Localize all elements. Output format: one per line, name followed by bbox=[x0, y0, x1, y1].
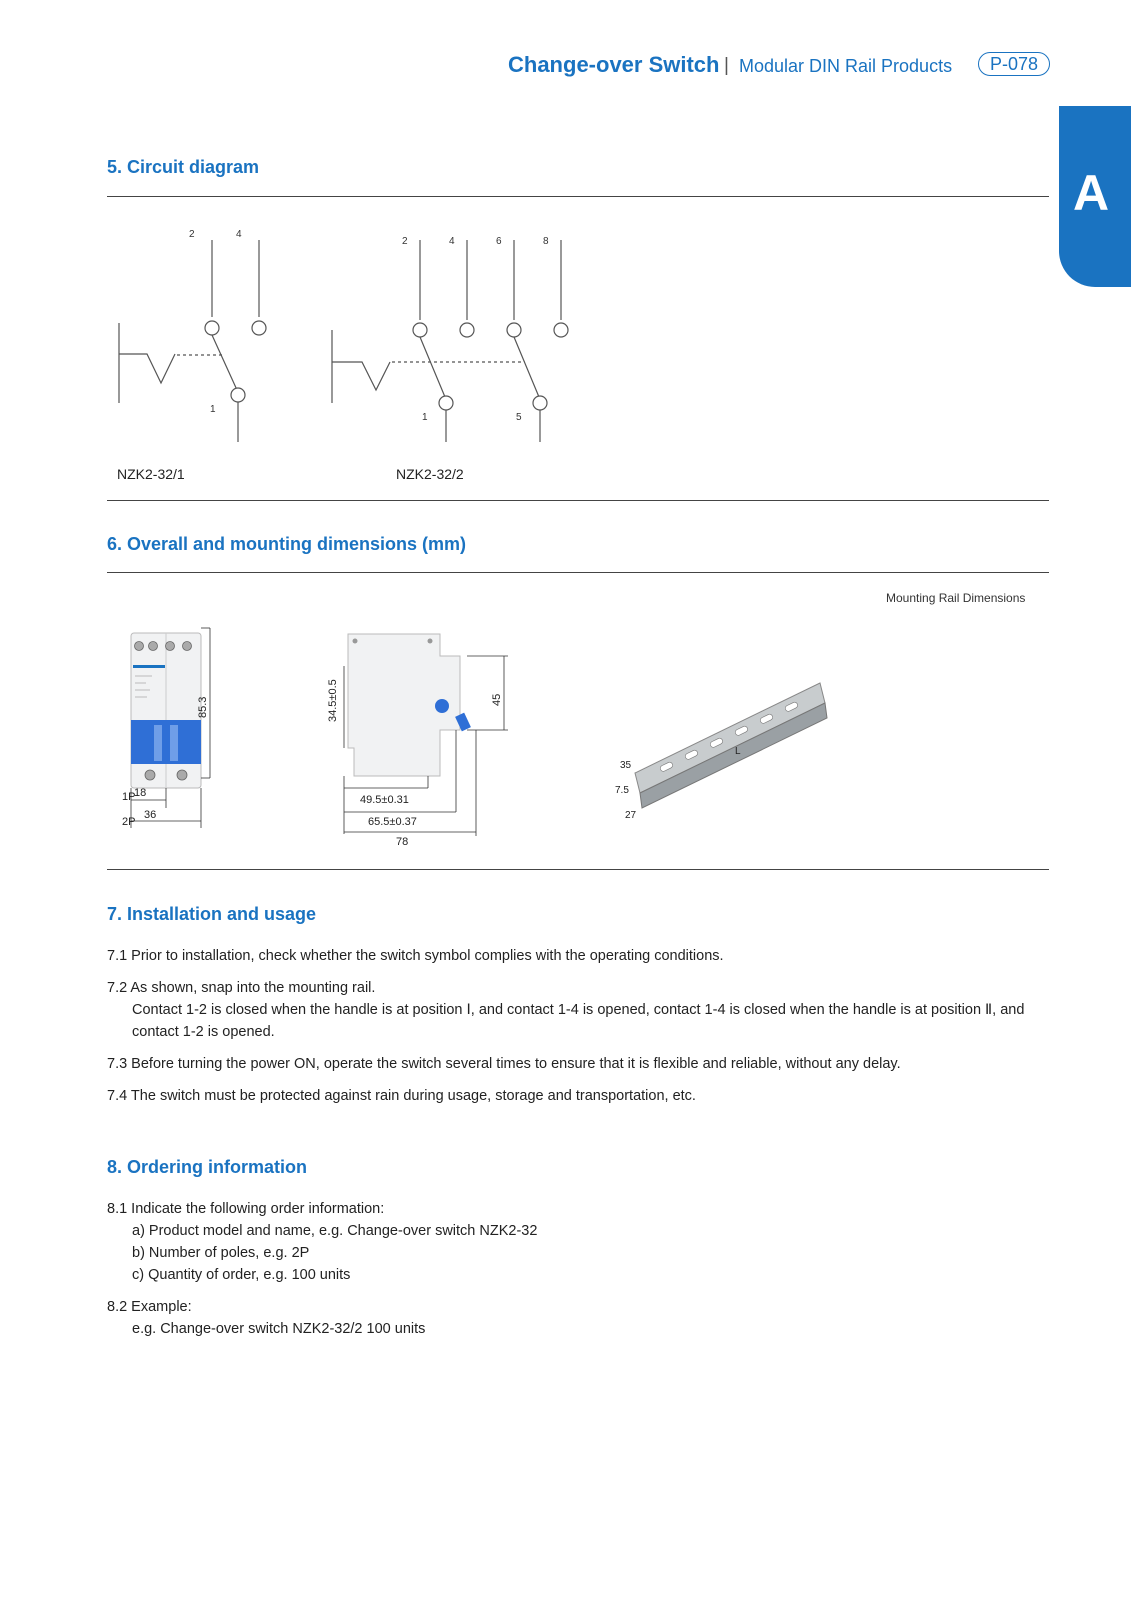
divider bbox=[107, 196, 1049, 197]
ordering-example: e.g. Change-over switch NZK2-32/2 100 units bbox=[132, 1321, 426, 1337]
installation-item-3: 7.3 Before turning the power ON, operate the switch several times to ensure that it is flexible and reliable, without any delay. bbox=[107, 1056, 901, 1072]
terminal-circle bbox=[439, 396, 453, 410]
terminal-circle bbox=[252, 321, 266, 335]
model-label-2p: NZK2-32/2 bbox=[396, 466, 464, 482]
rail-top-face bbox=[635, 683, 825, 793]
dim-label-2p: 2P bbox=[122, 816, 136, 828]
screw-icon bbox=[166, 642, 175, 651]
installation-item-2-detail: Contact 1-2 is closed when the handle is at position Ⅰ, and contact 1-4 is opened, contact 1-4 is closed when the handle is at position Ⅱ, and contact 1-2 is opened. bbox=[132, 1002, 1025, 1040]
terminal-circle bbox=[533, 396, 547, 410]
side-view-drawing bbox=[327, 626, 530, 856]
dim-label-1p: 1P bbox=[122, 791, 136, 803]
terminal-label: 5 bbox=[516, 412, 522, 423]
terminal-label: 1 bbox=[210, 404, 216, 415]
dim-height: 85.3 bbox=[197, 696, 209, 718]
rail-dim-inner: 27 bbox=[625, 810, 637, 821]
dim-left-height: 34.5±0.5 bbox=[327, 679, 339, 722]
installation-item-4: 7.4 The switch must be protected against rain during usage, storage and transportation, etc. bbox=[107, 1088, 696, 1104]
page-number-badge: P-078 bbox=[978, 52, 1050, 76]
handle-symbol bbox=[119, 323, 175, 403]
rail-dim-width: 35 bbox=[620, 760, 632, 771]
terminal-label: 2 bbox=[402, 236, 408, 247]
section-title-ordering: 8. Ordering information bbox=[107, 1157, 308, 1177]
brand-stripe bbox=[133, 665, 165, 668]
installation-item-2: 7.2 As shown, snap into the mounting rail. bbox=[107, 980, 376, 996]
switch-blade bbox=[212, 335, 237, 390]
terminal-circle bbox=[205, 321, 219, 335]
section-tab-letter: A bbox=[1073, 165, 1110, 221]
terminal-label: 6 bbox=[496, 236, 502, 247]
ordering-item-2: 8.2 Example: bbox=[107, 1299, 192, 1315]
terminal-circle bbox=[507, 323, 521, 337]
section-tab bbox=[1059, 106, 1131, 287]
section-title-dimensions: 6. Overall and mounting dimensions (mm) bbox=[107, 534, 467, 554]
screw-icon bbox=[135, 642, 144, 651]
terminal-label: 4 bbox=[236, 229, 242, 240]
handle-symbol bbox=[332, 330, 390, 403]
terminal-circle bbox=[231, 388, 245, 402]
front-view-drawing bbox=[112, 628, 237, 850]
handle-blue-block bbox=[131, 720, 201, 764]
terminal-circle bbox=[460, 323, 474, 337]
terminal-label: 2 bbox=[189, 229, 195, 240]
divider bbox=[107, 869, 1049, 870]
rail-dim-height: 7.5 bbox=[615, 785, 629, 796]
ordering-item-1: 8.1 Indicate the following order information: bbox=[107, 1201, 385, 1217]
model-label-1p: NZK2-32/1 bbox=[117, 466, 185, 482]
ordering-item-1a: a) Product model and name, e.g. Change-over switch NZK2-32 bbox=[132, 1223, 538, 1239]
rail-front-face bbox=[640, 703, 827, 808]
screw-icon bbox=[149, 642, 158, 651]
header-separator: | bbox=[724, 55, 729, 76]
din-rail-drawing bbox=[615, 668, 840, 828]
ordering-item-1b: b) Number of poles, e.g. 2P bbox=[132, 1245, 310, 1261]
installation-item-1: 7.1 Prior to installation, check whether the switch symbol complies with the operating conditions. bbox=[107, 948, 724, 964]
switch-blade bbox=[420, 337, 445, 397]
screw-icon bbox=[145, 770, 155, 780]
ordering-item-1c: c) Quantity of order, e.g. 100 units bbox=[132, 1267, 351, 1283]
section-title-circuit: 5. Circuit diagram bbox=[107, 157, 260, 177]
terminal-label: 4 bbox=[449, 236, 455, 247]
handle-knob bbox=[435, 699, 449, 713]
divider bbox=[107, 572, 1049, 573]
terminal-circle bbox=[554, 323, 568, 337]
terminal-label: 8 bbox=[543, 236, 549, 247]
document-subtitle: Modular DIN Rail Products bbox=[739, 56, 953, 76]
circuit-diagrams bbox=[107, 220, 607, 455]
dim-width-3: 78 bbox=[396, 836, 409, 848]
dim-width-1: 49.5±0.31 bbox=[360, 794, 409, 806]
rail-caption: Mounting Rail Dimensions bbox=[886, 591, 1026, 605]
section-title-installation: 7. Installation and usage bbox=[107, 904, 317, 924]
screw-icon bbox=[177, 770, 187, 780]
screw-icon bbox=[183, 642, 192, 651]
switch-blade bbox=[514, 337, 539, 397]
rail-dim-length: L bbox=[735, 746, 741, 757]
divider bbox=[107, 500, 1049, 501]
dim-width-1p: 18 bbox=[134, 787, 147, 799]
dim-right-height: 45 bbox=[491, 693, 503, 706]
dim-width-2: 65.5±0.37 bbox=[368, 816, 417, 828]
terminal-label: 1 bbox=[422, 412, 428, 423]
terminal-circle bbox=[413, 323, 427, 337]
dim-width-2p: 36 bbox=[144, 809, 157, 821]
document-title: Change-over Switch bbox=[508, 52, 720, 77]
